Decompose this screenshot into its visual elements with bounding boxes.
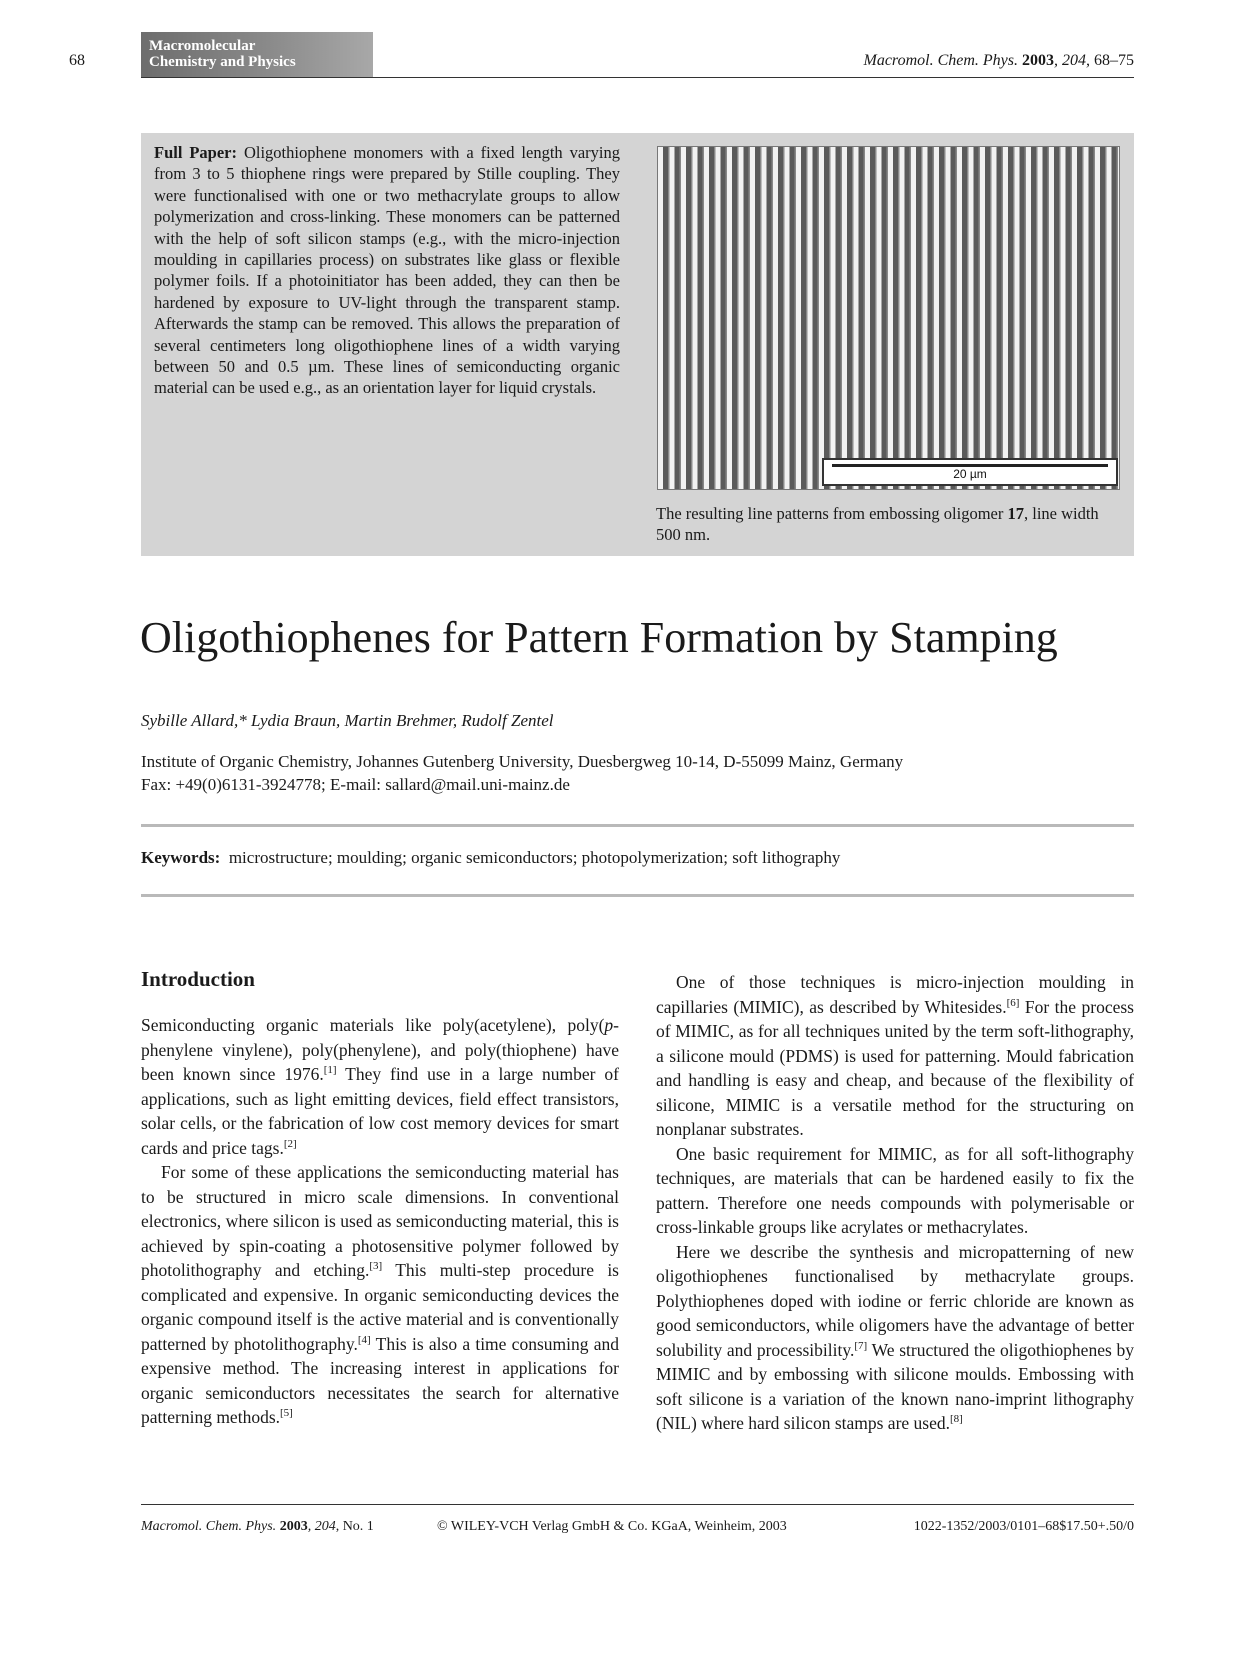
line-pattern-micrograph (657, 146, 1120, 490)
abstract-text (154, 142, 620, 399)
logo-line-2: Chemistry and Physics (149, 54, 296, 70)
header-pages: 68–75 (1094, 52, 1134, 69)
paper-title: Oligothiophenes for Pattern Formation by Stamping (140, 613, 1058, 662)
citation-ref: [3] (369, 1260, 383, 1273)
footer-citation: Macromol. Chem. Phys. 2003, 204, No. 1 (141, 1519, 374, 1534)
scale-bar (822, 458, 1118, 486)
affiliation-contact: Fax: +49(0)6131-3924778; E-mail: sallard@mail.uni-mainz.de (141, 775, 570, 794)
author-list: Sybille Allard,* Lydia Braun, Martin Brehmer, Rudolf Zentel (141, 711, 554, 730)
header-journal: Macromol. Chem. Phys. (863, 52, 1018, 69)
header-citation: Macromol. Chem. Phys. 2003, 204, 68–75 (863, 52, 1134, 69)
footer-article-code: 1022-1352/2003/0101–68$17.50+.50/0 (913, 1519, 1134, 1534)
keywords-bottom-divider (141, 894, 1134, 897)
keywords-top-divider (141, 824, 1134, 827)
keywords (141, 848, 840, 868)
journal-logo (141, 32, 373, 78)
citation-ref: [6] (1006, 996, 1020, 1009)
paragraph: For some of these applications the semiconducting material has to be structured in micro scale dimensions. In conventional electronics, where silicon is used as semiconducting material, this is achieved by spin-coating a photosensitive polymer followed by photolithography and etching.[3] This multi-step procedure is complicated and expensive. In organic semiconducting devices the organic compound itself is the active material and is conventionally patterned by photolithography.[4] This is also a time consuming and expensive method. The increasing interest in applications for organic semiconductors necessitates the search for alternative patterning methods.[5] (141, 1162, 619, 1427)
citation-ref: [4] (357, 1333, 371, 1346)
footer-copyright: © WILEY-VCH Verlag GmbH & Co. KGaA, Weinheim, 2003 (437, 1519, 787, 1534)
left-column (141, 966, 619, 1430)
page-number: 68 (69, 52, 85, 69)
logo-line-1: Macromolecular (149, 38, 256, 54)
affiliation (141, 750, 903, 796)
citation-ref: [7] (854, 1339, 868, 1352)
citation-ref: [2] (283, 1137, 297, 1150)
caption-compound-number: 17 (1007, 504, 1024, 523)
figure-caption (656, 503, 1124, 545)
paragraph: Here we describe the synthesis and micropatterning of new oligothiophenes functionalised by methacrylate groups. Polythiophenes doped with iodine or ferric chloride are known as good semiconductors, while oligomers have the advantage of better solubility and processibility.[7] We structured the oligothiophenes by MIMIC and by embossing with silicone moulds. Embossing with soft silicone is a variation of the known nano-imprint lithography (NIL) where hard silicon stamps are used.[8] (656, 1241, 1134, 1433)
header-year: 2003 (1022, 52, 1054, 69)
footer-divider (141, 1504, 1134, 1505)
affiliation-address: Institute of Organic Chemistry, Johannes Gutenberg University, Duesbergweg 10-14, D-55099 Mainz, Germany (141, 752, 904, 771)
caption-text-start: The resulting line patterns from embossing oligomer (656, 504, 1004, 523)
keywords-list: microstructure; moulding; organic semiconductors; photopolymerization; soft lithography (228, 848, 841, 867)
citation-ref: [8] (950, 1413, 963, 1426)
header-divider (141, 77, 1134, 78)
section-heading-introduction: Introduction (141, 967, 255, 991)
right-column (656, 970, 1134, 1436)
paragraph: One basic requirement for MIMIC, as for all soft-lithography techniques, are materials that can be hardened easily to fix the pattern. Therefore one needs compounds with polymerisable or cross-linkable groups like acrylates or methacrylates. (656, 1143, 1134, 1237)
caption-text-end: , line width 500 nm. (656, 504, 1099, 544)
paragraph: One of those techniques is micro-injection moulding in capillaries (MIMIC), as described by Whitesides.[6] For the process of MIMIC, as for all techniques united by the term soft-lithography, a silicone mould (PDMS) is used for patterning. Mould fabrication and handling is easy and cheap, and because of the flexibility of silicone, MIMIC is a versatile method for the structuring on nonplanar substrates. (656, 972, 1134, 1139)
abstract-body: Oligothiophene monomers with a fixed length varying from 3 to 5 thiophene rings were prepared by Stille coupling. They were functionalised with one or two methacrylate groups to allow polymerization and cross-linking. These monomers can be patterned with the help of soft silicon stamps (e.g., with the micro-injection moulding in capillaries process) on substrates like glass or flexible polymer foils. If a photoinitiator has been added, they can then be hardened by exposure to UV-light through the transparent stamp. Afterwards the stamp can be removed. This allows the preparation of several centimeters long oligothiophene lines of a width varying between 50 and 0.5 µm. These lines of semiconducting organic material can be used e.g., as an orientation layer for liquid crystals. (154, 143, 621, 398)
citation-ref: [5] (280, 1407, 293, 1420)
abstract-label: Full Paper: (154, 143, 237, 162)
paragraph: Semiconducting organic materials like poly(acetylene), poly(p-phenylene vinylene), poly(phenylene), and poly(thiophene) have been known since 1976.[1] They find use in a large number of applications, such as light emitting devices, field effect transistors, solar cells, or the fabrication of low cost memory devices for smart cards and price tags.[2] (141, 1015, 619, 1158)
scale-bar-label: 20 µm (953, 467, 987, 481)
citation-ref: [1] (323, 1064, 337, 1077)
keywords-label: Keywords: (141, 848, 221, 867)
header-volume: 204 (1062, 52, 1086, 69)
